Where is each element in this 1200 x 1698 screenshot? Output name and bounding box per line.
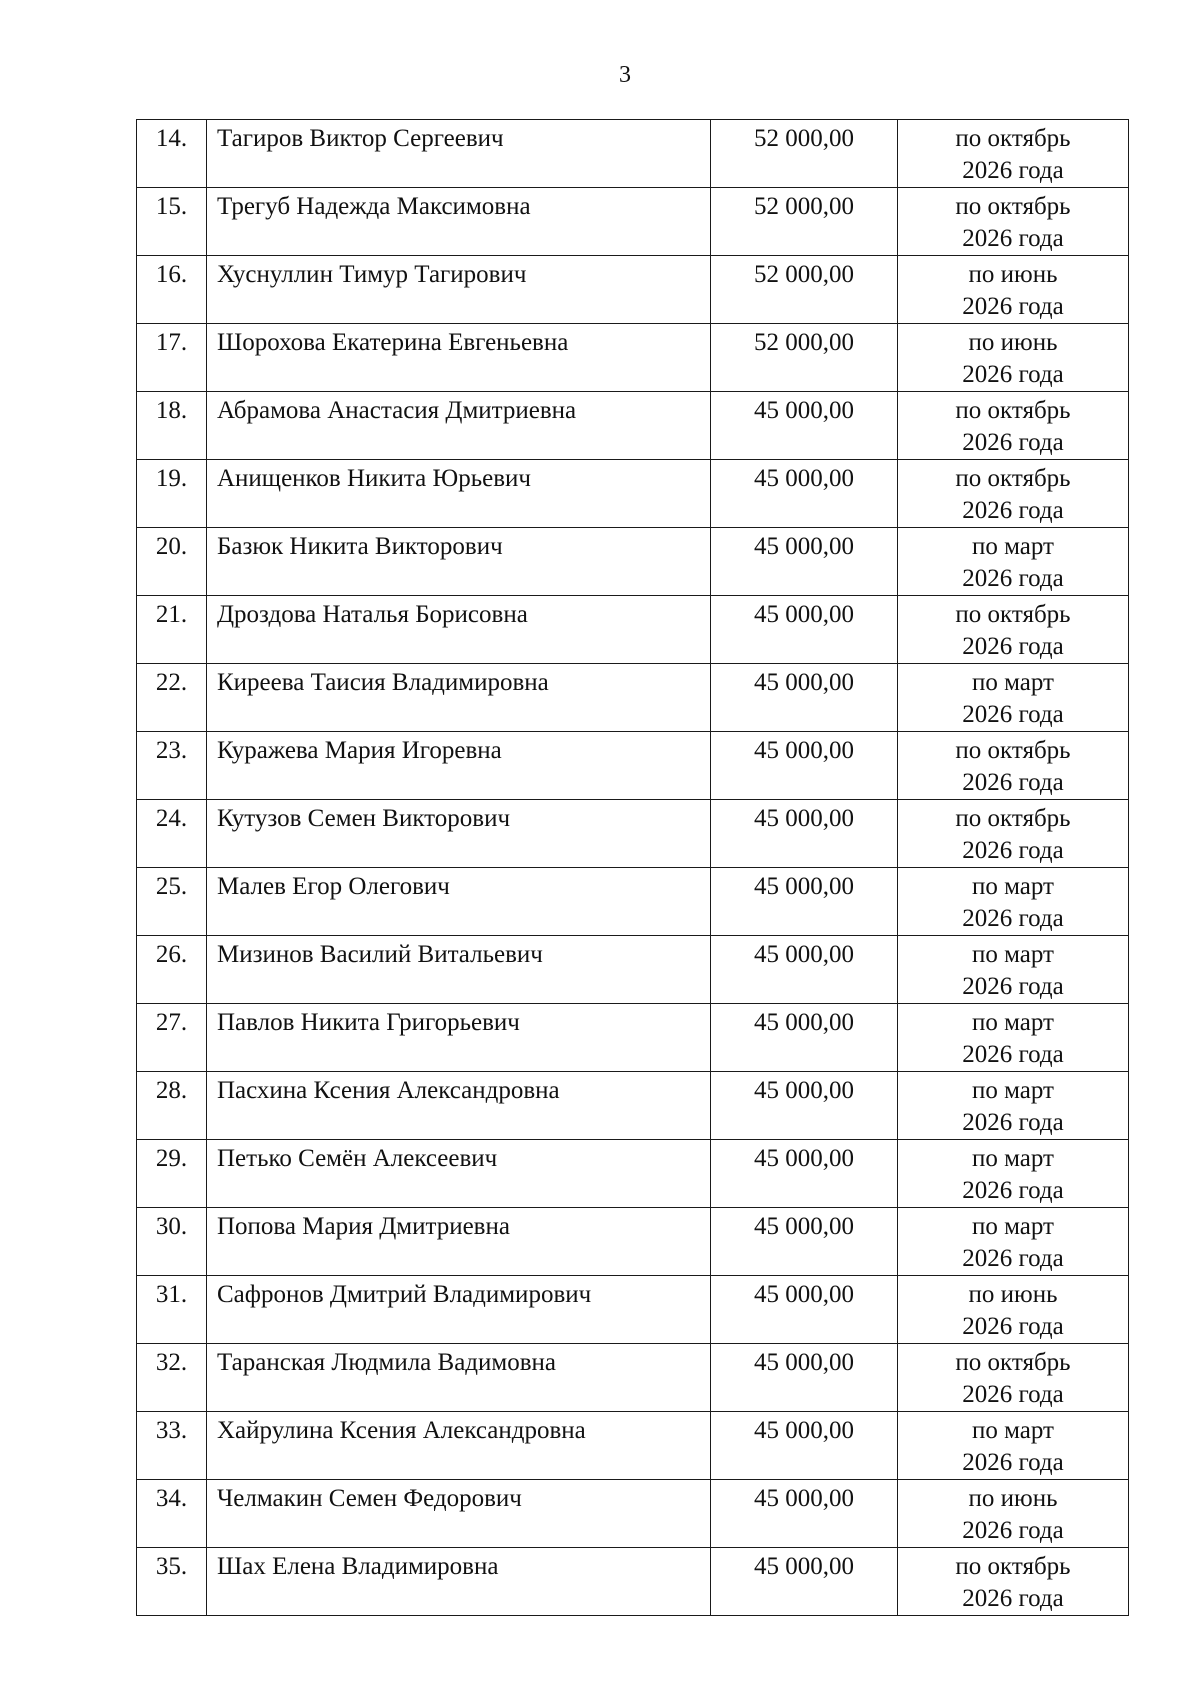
row-number: 32. — [137, 1344, 207, 1412]
row-number: 15. — [137, 188, 207, 256]
table-row — [137, 732, 1129, 800]
payment-amount: 45 000,00 — [711, 664, 898, 732]
row-number: 31. — [137, 1276, 207, 1344]
person-name: Попова Мария Дмитриевна — [207, 1208, 711, 1276]
period-month: по март — [972, 1077, 1054, 1104]
row-number: 27. — [137, 1004, 207, 1072]
table-row — [137, 936, 1129, 1004]
person-name: Киреева Таисия Владимировна — [207, 664, 711, 732]
payment-amount: 52 000,00 — [711, 256, 898, 324]
row-number: 29. — [137, 1140, 207, 1208]
table-row — [137, 664, 1129, 732]
person-name: Базюк Никита Викторович — [207, 528, 711, 596]
table-row — [137, 1276, 1129, 1344]
row-number: 22. — [137, 664, 207, 732]
person-name: Хайрулина Ксения Александровна — [207, 1412, 711, 1480]
row-number: 33. — [137, 1412, 207, 1480]
page-number: 3 — [619, 62, 631, 88]
person-name: Малев Егор Олегович — [207, 868, 711, 936]
payment-period — [898, 664, 1129, 732]
row-number: 19. — [137, 460, 207, 528]
period-year: 2026 года — [962, 1449, 1064, 1476]
period-year: 2026 года — [962, 293, 1064, 320]
payment-amount: 45 000,00 — [711, 528, 898, 596]
period-year: 2026 года — [962, 157, 1064, 184]
payment-period — [898, 1276, 1129, 1344]
person-name: Шах Елена Владимировна — [207, 1548, 711, 1616]
person-name: Трегуб Надежда Максимовна — [207, 188, 711, 256]
period-year: 2026 года — [962, 973, 1064, 1000]
row-number: 20. — [137, 528, 207, 596]
table-row — [137, 460, 1129, 528]
period-year: 2026 года — [962, 1109, 1064, 1136]
person-name: Куражева Мария Игоревна — [207, 732, 711, 800]
payment-amount: 45 000,00 — [711, 800, 898, 868]
period-month: по июнь — [968, 1485, 1058, 1512]
period-month: по октябрь — [955, 805, 1071, 832]
table-row — [137, 1208, 1129, 1276]
table-row — [137, 596, 1129, 664]
payment-period — [898, 392, 1129, 460]
person-name: Таранская Людмила Вадимовна — [207, 1344, 711, 1412]
period-year: 2026 года — [962, 769, 1064, 796]
period-year: 2026 года — [962, 225, 1064, 252]
period-year: 2026 года — [962, 701, 1064, 728]
person-name: Дроздова Наталья Борисовна — [207, 596, 711, 664]
period-month: по октябрь — [955, 193, 1071, 220]
payment-amount: 45 000,00 — [711, 1004, 898, 1072]
period-year: 2026 года — [962, 565, 1064, 592]
table-row — [137, 1548, 1129, 1616]
row-number: 14. — [137, 120, 207, 188]
period-year: 2026 года — [962, 1041, 1064, 1068]
person-name: Павлов Никита Григорьевич — [207, 1004, 711, 1072]
payment-period — [898, 1548, 1129, 1616]
payment-period — [898, 528, 1129, 596]
period-year: 2026 года — [962, 1381, 1064, 1408]
period-month: по октябрь — [955, 1553, 1071, 1580]
person-name: Кутузов Семен Викторович — [207, 800, 711, 868]
row-number: 16. — [137, 256, 207, 324]
payment-period — [898, 1072, 1129, 1140]
period-year: 2026 года — [962, 1313, 1064, 1340]
period-month: по март — [972, 669, 1054, 696]
period-month: по октябрь — [955, 125, 1071, 152]
period-year: 2026 года — [962, 633, 1064, 660]
person-name: Хуснуллин Тимур Тагирович — [207, 256, 711, 324]
person-name: Сафронов Дмитрий Владимирович — [207, 1276, 711, 1344]
table-row — [137, 324, 1129, 392]
person-name: Тагиров Виктор Сергеевич — [207, 120, 711, 188]
row-number: 34. — [137, 1480, 207, 1548]
table-row — [137, 800, 1129, 868]
row-number: 23. — [137, 732, 207, 800]
payment-amount: 52 000,00 — [711, 324, 898, 392]
person-name: Абрамова Анастасия Дмитриевна — [207, 392, 711, 460]
payment-period — [898, 596, 1129, 664]
period-month: по март — [972, 1009, 1054, 1036]
person-name: Анищенков Никита Юрьевич — [207, 460, 711, 528]
payment-amount: 45 000,00 — [711, 596, 898, 664]
payment-period — [898, 936, 1129, 1004]
period-month: по март — [972, 941, 1054, 968]
table-row — [137, 1480, 1129, 1548]
payment-amount: 45 000,00 — [711, 936, 898, 1004]
period-year: 2026 года — [962, 905, 1064, 932]
payment-period — [898, 324, 1129, 392]
row-number: 28. — [137, 1072, 207, 1140]
payment-period — [898, 1344, 1129, 1412]
table-row — [137, 1004, 1129, 1072]
period-month: по март — [972, 1145, 1054, 1172]
payment-amount: 45 000,00 — [711, 1072, 898, 1140]
period-year: 2026 года — [962, 497, 1064, 524]
row-number: 25. — [137, 868, 207, 936]
person-name: Петько Семён Алексеевич — [207, 1140, 711, 1208]
table-row — [137, 528, 1129, 596]
row-number: 17. — [137, 324, 207, 392]
payment-amount: 45 000,00 — [711, 868, 898, 936]
payment-period — [898, 868, 1129, 936]
period-year: 2026 года — [962, 429, 1064, 456]
row-number: 35. — [137, 1548, 207, 1616]
payment-period — [898, 1480, 1129, 1548]
period-month: по июнь — [968, 261, 1058, 288]
payment-period — [898, 1412, 1129, 1480]
period-month: по октябрь — [955, 465, 1071, 492]
period-month: по октябрь — [955, 1349, 1071, 1376]
payment-amount: 45 000,00 — [711, 392, 898, 460]
payment-amount: 45 000,00 — [711, 1276, 898, 1344]
payment-period — [898, 1140, 1129, 1208]
payment-amount: 52 000,00 — [711, 120, 898, 188]
payment-period — [898, 732, 1129, 800]
row-number: 18. — [137, 392, 207, 460]
period-month: по март — [972, 873, 1054, 900]
table-row — [137, 392, 1129, 460]
payment-amount: 45 000,00 — [711, 1140, 898, 1208]
table-body — [137, 120, 1129, 1616]
period-month: по июнь — [968, 329, 1058, 356]
period-month: по октябрь — [955, 737, 1071, 764]
period-year: 2026 года — [962, 1517, 1064, 1544]
payment-amount: 45 000,00 — [711, 732, 898, 800]
period-month: по март — [972, 533, 1054, 560]
table-row — [137, 1344, 1129, 1412]
payment-period — [898, 120, 1129, 188]
payment-amount: 45 000,00 — [711, 1412, 898, 1480]
payment-period — [898, 1208, 1129, 1276]
table-row — [137, 1072, 1129, 1140]
person-name: Пасхина Ксения Александровна — [207, 1072, 711, 1140]
period-year: 2026 года — [962, 361, 1064, 388]
payment-period — [898, 256, 1129, 324]
table-row — [137, 1412, 1129, 1480]
row-number: 26. — [137, 936, 207, 1004]
period-month: по октябрь — [955, 397, 1071, 424]
period-month: по март — [972, 1417, 1054, 1444]
payment-amount: 45 000,00 — [711, 1344, 898, 1412]
payments-table — [136, 119, 1129, 1616]
payment-period — [898, 460, 1129, 528]
payment-period — [898, 800, 1129, 868]
row-number: 24. — [137, 800, 207, 868]
period-month: по июнь — [968, 1281, 1058, 1308]
period-month: по октябрь — [955, 601, 1071, 628]
table-row — [137, 256, 1129, 324]
period-year: 2026 года — [962, 1585, 1064, 1612]
payment-period — [898, 188, 1129, 256]
row-number: 30. — [137, 1208, 207, 1276]
period-month: по март — [972, 1213, 1054, 1240]
person-name: Челмакин Семен Федорович — [207, 1480, 711, 1548]
person-name: Шорохова Екатерина Евгеньевна — [207, 324, 711, 392]
payment-period — [898, 1004, 1129, 1072]
table-row — [137, 188, 1129, 256]
payment-amount: 45 000,00 — [711, 460, 898, 528]
table-row — [137, 120, 1129, 188]
row-number: 21. — [137, 596, 207, 664]
table-row — [137, 868, 1129, 936]
person-name: Мизинов Василий Витальевич — [207, 936, 711, 1004]
period-year: 2026 года — [962, 1245, 1064, 1272]
payment-amount: 52 000,00 — [711, 188, 898, 256]
payment-amount: 45 000,00 — [711, 1548, 898, 1616]
period-year: 2026 года — [962, 837, 1064, 864]
payment-amount: 45 000,00 — [711, 1208, 898, 1276]
table-row — [137, 1140, 1129, 1208]
payment-amount: 45 000,00 — [711, 1480, 898, 1548]
period-year: 2026 года — [962, 1177, 1064, 1204]
